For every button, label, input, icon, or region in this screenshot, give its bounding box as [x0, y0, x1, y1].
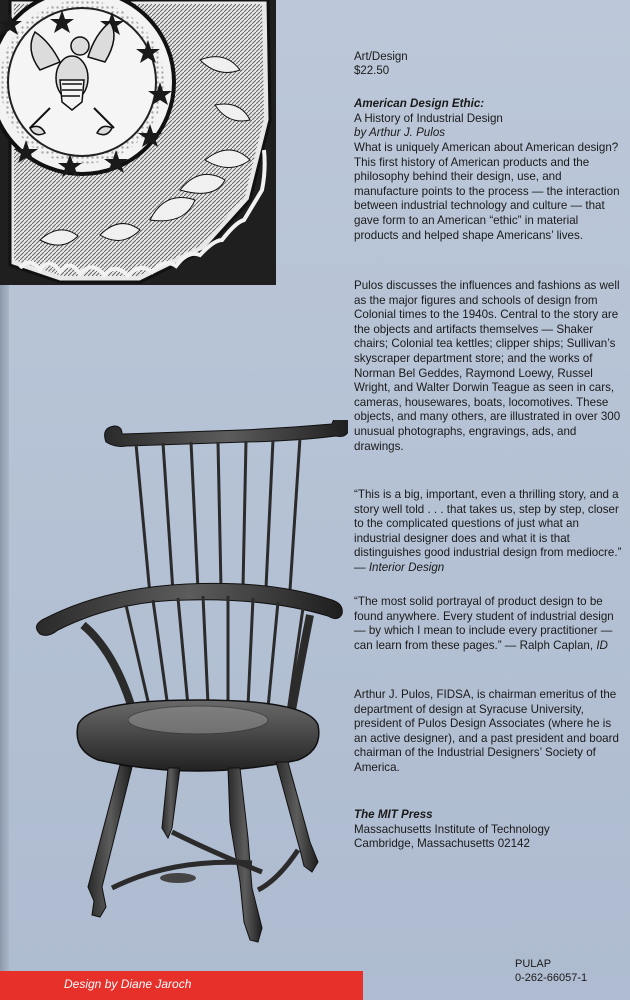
- quote-2-text: “The most solid portrayal of product design to be found anywhere. Every student of industrial design — by which I mean to include every practitioner — can learn from these pages.” — Ralph Caplan,: [354, 595, 614, 652]
- quote-1-text: “This is a big, important, even a thrilling story, and a story well told . . . that takes us, step by step, closer to the complicated questions of just what an industrial designer does and what it is that distinguishes good industrial design from mediocre.” —: [354, 488, 622, 574]
- review-quote-1: [354, 488, 622, 576]
- author-bio-text: Arthur J. Pulos, FIDSA, is chairman emeritus of the department of design at Syracuse University, president of Pulos Design Associates (where he is an active designer), and a past president and board chairman of the Industrial Designers’ Society of America.: [354, 688, 619, 774]
- code-line-1: PULAP: [515, 958, 552, 970]
- price-label: $22.50: [354, 65, 390, 77]
- code-line-2: 0-262-66057-1: [515, 972, 588, 984]
- isbn-code: [515, 957, 587, 985]
- publisher-name: The MIT Press: [354, 808, 433, 821]
- review-quote-2: [354, 595, 622, 653]
- publisher-block: [354, 808, 622, 852]
- book-author: by Arthur J. Pulos: [354, 126, 446, 140]
- description-paragraph-2: [354, 279, 622, 454]
- book-title: American Design Ethic:: [354, 97, 485, 110]
- description-paragraph-1: [354, 141, 622, 243]
- author-bio: [354, 688, 622, 776]
- quote-2-source: ID: [596, 638, 608, 652]
- book-subtitle: A History of Industrial Design: [354, 111, 503, 125]
- category-and-price: [354, 50, 622, 78]
- publisher-line-1: Massachusetts Institute of Technology: [354, 822, 550, 836]
- quote-1-source: Interior Design: [368, 560, 445, 574]
- description-text-2: Pulos discusses the influences and fashions as well as the major figures and schools of design from Colonial times to the 1940s. Central to the story are the objects and artifacts themselves — Shaker chairs; Colonial tea kettles; clipper ships; Sullivan’s skyscraper department store; and the works of Norman Bel Geddes, Raymond Loewy, Russel Wright, and Walter Dorwin Teague as seen in cars, cameras, housewares, boats, locomotives. These objects, and many others, are illustrated in over 300 unusual photographs, engravings, ads, and drawings.: [354, 279, 621, 453]
- category-label: Art/Design: [354, 51, 408, 63]
- title-block: [354, 97, 622, 141]
- description-text-1: What is uniquely American about American design? This first history of American products and the philosophy behind their design, use, and manufacture points to the process — the interaction between industrial technology and culture — that gave form to an American “ethic” in material products and helped shape Americans’ lives.: [354, 141, 620, 242]
- decorative-plate-illustration: [0, 0, 276, 285]
- windsor-chair-illustration: [28, 420, 348, 970]
- publisher-line-2: Cambridge, Massachusetts 02142: [354, 837, 530, 851]
- design-credit: Design by Diane Jaroch: [64, 977, 192, 991]
